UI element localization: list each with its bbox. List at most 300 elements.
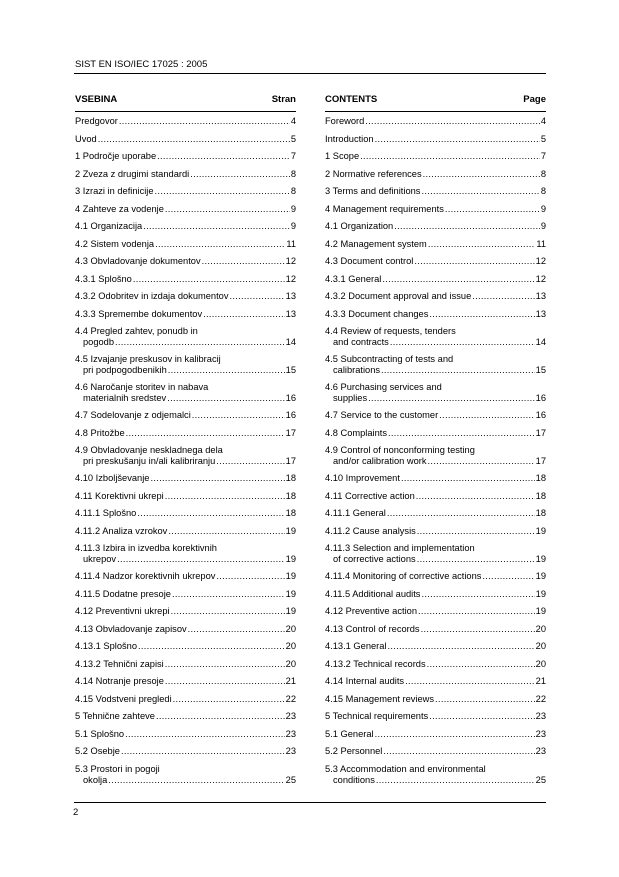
toc-entry-page: 21 — [285, 676, 296, 686]
toc-entry-text: 4.11.2 Analiza vzrokov — [75, 525, 168, 536]
toc-entry — [325, 659, 546, 670]
toc-entry-text: 4.3.1 Splošno — [75, 273, 132, 284]
toc-entry-page: 22 — [535, 693, 546, 704]
toc-entry-line — [325, 764, 546, 775]
toc-leader-dots — [202, 256, 285, 267]
toc-entry-line — [325, 606, 546, 617]
toc-entry-text: 5.1 General — [325, 728, 374, 739]
toc-entry-page: 8 — [540, 168, 546, 179]
toc-entry — [325, 676, 546, 687]
toc-entry-page: 13 — [285, 308, 296, 319]
toc-entry-text: 4.11.5 Additional audits — [325, 588, 421, 599]
toc-leader-dots — [375, 729, 535, 740]
toc-entry-line — [75, 239, 296, 250]
toc-entry-page: 4 — [540, 116, 546, 126]
toc-entry-line — [325, 309, 546, 320]
toc-leader-dots — [165, 659, 285, 670]
toc-entry-page: 13 — [535, 291, 546, 301]
toc-entry — [325, 526, 546, 537]
toc-entry-text: 4.11.4 Nadzor korektivnih ukrepov — [75, 571, 216, 581]
toc-entry-page: 19 — [535, 525, 546, 536]
toc-leader-dots — [429, 711, 534, 722]
toc-entry-page: 15 — [285, 365, 296, 375]
toc-entry-page: 12 — [535, 273, 546, 284]
toc-entry-text: supplies — [333, 393, 368, 403]
toc-entry-line — [325, 204, 546, 215]
toc-entry-page: 8 — [540, 186, 546, 196]
toc-entry-page: 23 — [535, 728, 546, 739]
toc-entry-text: 4.11.3 Selection and implementation — [325, 543, 475, 553]
toc-entry-page: 22 — [285, 693, 296, 704]
toc-leader-dots — [126, 428, 285, 439]
toc-entry-page: 19 — [535, 554, 546, 564]
toc-entry-line — [75, 456, 296, 467]
toc-entry — [75, 445, 296, 467]
toc-entry-text: 5.3 Accommodation and environmental — [325, 763, 486, 774]
toc-entry — [75, 204, 296, 215]
toc-entry — [325, 729, 546, 740]
toc-entry-line — [325, 221, 546, 232]
toc-entry-text: 4.2 Management system — [325, 238, 427, 249]
toc-leader-dots — [421, 624, 535, 635]
toc-entry-line — [325, 326, 546, 337]
toc-entry — [75, 606, 296, 617]
toc-entry-line — [75, 554, 296, 565]
toc-entry — [75, 508, 296, 519]
toc-entry-text: 1 Scope — [325, 151, 360, 161]
toc-entry-page: 18 — [285, 490, 296, 501]
toc-entry-page: 20 — [285, 658, 296, 669]
toc-entry-page: 13 — [535, 308, 546, 319]
toc-column-english — [325, 94, 546, 792]
toc-entry-text: 4.7 Service to the customer — [325, 410, 439, 420]
toc-entry-text: 4.5 Izvajanje preskusov in kalibracij — [75, 354, 221, 364]
toc-entry-line — [325, 274, 546, 285]
toc-leader-dots — [121, 746, 285, 757]
toc-leader-dots — [416, 491, 535, 502]
toc-entry-text: 5.2 Personnel — [325, 746, 383, 756]
toc-entry-text: 4.8 Complaints — [325, 427, 388, 438]
toc-entry — [75, 354, 296, 376]
toc-leader-dots — [157, 151, 290, 162]
toc-leader-dots — [173, 694, 285, 705]
toc-entry-line — [325, 526, 546, 537]
toc-entry-text: pogodb — [83, 337, 115, 347]
toc-entry-line — [325, 473, 546, 484]
toc-leader-dots — [192, 410, 285, 421]
toc-leader-dots — [376, 775, 535, 786]
toc-entry-line — [75, 354, 296, 365]
toc-entry — [75, 746, 296, 757]
toc-entry-text: and contracts — [333, 337, 389, 347]
toc-leader-dots — [230, 291, 285, 302]
toc-entry — [325, 473, 546, 484]
toc-entry-text: 2 Zveza z drugimi standardi — [75, 168, 190, 179]
toc-entry-line — [325, 641, 546, 652]
toc-entry-text: 4.3.2 Document approval and issue — [325, 291, 472, 301]
toc-entry — [325, 428, 546, 439]
toc-entry — [325, 711, 546, 722]
toc-entry-line — [325, 543, 546, 554]
toc-entry-text: 4.3.3 Document changes — [325, 308, 429, 319]
toc-leader-dots — [171, 606, 285, 617]
toc-entry-text: conditions — [333, 774, 375, 785]
toc-leader-dots — [203, 309, 285, 320]
toc-leader-dots — [216, 571, 284, 582]
toc-leader-dots — [188, 624, 285, 635]
toc-entry-text: 4.3.1 General — [325, 273, 382, 284]
toc-leader-dots — [421, 589, 534, 600]
toc-leader-dots — [125, 729, 285, 740]
toc-entry-text: 4.2 Sistem vodenja — [75, 238, 155, 249]
toc-entry-line — [75, 659, 296, 670]
toc-entry — [75, 326, 296, 348]
toc-entry-page: 20 — [285, 623, 296, 634]
toc-entry-page: 8 — [290, 186, 296, 196]
toc-entry-text: pri podpogodbenikih — [83, 365, 167, 375]
toc-entry-page: 12 — [285, 273, 296, 284]
toc-entry-text: 4.13.1 Splošno — [75, 641, 138, 651]
toc-entry — [75, 659, 296, 670]
toc-entry-page: 12 — [535, 256, 546, 266]
toc-entry — [75, 624, 296, 635]
toc-entry-text: 4.14 Internal audits — [325, 676, 405, 686]
toc-entry-text: 4.9 Control of nonconforming testing — [325, 445, 475, 455]
toc-entry-text: 4.8 Pritožbe — [75, 427, 125, 438]
toc-entry-page: 18 — [535, 490, 546, 501]
toc-entry-text: 1 Področje uporabe — [75, 151, 157, 161]
toc-leader-dots — [405, 676, 535, 687]
toc-entry — [325, 291, 546, 302]
toc-entry-text: 5 Technical requirements — [325, 711, 429, 721]
toc-entry-text: 4.5 Subcontracting of tests and — [325, 354, 454, 364]
toc-entry-text: 4.1 Organizacija — [75, 221, 143, 231]
toc-entry — [325, 491, 546, 502]
toc-entry-line — [325, 571, 546, 582]
toc-leader-dots — [117, 554, 285, 565]
toc-entry-page: 17 — [285, 427, 296, 438]
toc-leader-dots — [108, 775, 284, 786]
toc-entry-text: 4.13.1 General — [325, 641, 387, 651]
toc-heading-page-label: Stran — [271, 94, 296, 105]
toc-entry-text: 4.11.3 Izbira in izvedba korektivnih — [75, 543, 217, 553]
toc-entry — [325, 309, 546, 320]
toc-entry — [75, 676, 296, 687]
toc-entry-text: 4.11.2 Cause analysis — [325, 525, 416, 536]
toc-leader-dots — [382, 274, 534, 285]
toc-entry — [325, 116, 546, 127]
toc-entry — [75, 589, 296, 600]
toc-entry-line — [325, 151, 546, 162]
toc-entry-line — [75, 274, 296, 285]
toc-entry-line — [75, 641, 296, 652]
toc-entry-line — [325, 410, 546, 421]
toc-entry — [325, 256, 546, 267]
toc-entry-line — [325, 746, 546, 757]
toc-leader-dots — [360, 151, 540, 162]
toc-column-heading — [75, 94, 296, 112]
toc-entry — [325, 221, 546, 232]
toc-entry-page: 19 — [535, 588, 546, 599]
toc-entry-text: 4.3.3 Spremembe dokumentov — [75, 308, 203, 319]
toc-entry-text: 4.11 Korektivni ukrepi — [75, 490, 164, 501]
toc-entry-text: 5.1 Splošno — [75, 728, 125, 739]
toc-entry — [325, 606, 546, 617]
toc-entry-line — [75, 571, 296, 582]
toc-entry-line — [75, 445, 296, 456]
toc-entry-text: 4.15 Vodstveni pregledi — [75, 693, 172, 704]
toc-entry-line — [325, 456, 546, 467]
toc-entry — [325, 134, 546, 145]
toc-entry-page: 9 — [290, 203, 296, 214]
toc-entry-line — [325, 186, 546, 197]
toc-entry-line — [75, 676, 296, 687]
toc-entry-line — [75, 410, 296, 421]
toc-entry-line — [325, 382, 546, 393]
header-rule — [74, 73, 546, 74]
toc-heading-page-label: Page — [523, 94, 546, 105]
toc-entry-line — [325, 337, 546, 348]
toc-entry — [75, 543, 296, 565]
toc-leader-dots — [138, 641, 285, 652]
toc-entry-text: 4.4 Review of requests, tenders — [325, 326, 456, 336]
toc-entry-line — [325, 694, 546, 705]
toc-entry — [325, 508, 546, 519]
toc-entry-line — [75, 746, 296, 757]
toc-entry — [75, 274, 296, 285]
toc-entry-line — [325, 291, 546, 302]
toc-entry-page: 16 — [285, 393, 296, 403]
toc-leader-dots — [143, 221, 290, 232]
toc-column-slovenian — [75, 94, 296, 792]
toc-entry — [325, 571, 546, 582]
toc-entry-line — [75, 309, 296, 320]
toc-entry-line — [75, 624, 296, 635]
toc-entry-page: 11 — [286, 238, 296, 249]
toc-entry-page: 19 — [285, 554, 296, 564]
toc-entry — [75, 239, 296, 250]
toc-entry — [325, 746, 546, 757]
toc-entry-text: and/or calibration work — [333, 456, 427, 466]
toc-leader-dots — [172, 589, 285, 600]
toc-entry — [325, 589, 546, 600]
toc-entry-text: 4.11.1 Splošno — [75, 508, 137, 518]
toc-entry-line — [325, 239, 546, 250]
toc-entry-text: Uvod — [75, 133, 97, 144]
toc-entry-text: 4.6 Purchasing services and — [325, 382, 442, 392]
toc-entry-line — [325, 428, 546, 439]
toc-entry-page: 14 — [285, 337, 296, 347]
toc-entry-list — [75, 116, 296, 786]
toc-entry-page: 12 — [285, 256, 296, 266]
toc-entry-line — [325, 445, 546, 456]
toc-entry-text: Foreword — [325, 116, 365, 126]
toc-leader-dots — [168, 526, 284, 537]
toc-entry-page: 23 — [535, 711, 546, 721]
toc-entry-line — [325, 554, 546, 565]
toc-entry-text: 4.4 Pregled zahtev, ponudb in — [75, 326, 198, 336]
toc-leader-dots — [423, 169, 540, 180]
toc-entry-text: 4.3.2 Odobritev in izdaja dokumentov — [75, 291, 229, 301]
toc-entry — [325, 445, 546, 467]
toc-entry-text: 4.13.2 Technical records — [325, 658, 426, 669]
toc-entry-page: 8 — [290, 168, 296, 179]
toc-entry-page: 19 — [535, 606, 546, 616]
toc-entry-page: 7 — [290, 151, 296, 161]
toc-entry-text: 4.3 Document control — [325, 256, 414, 266]
toc-entry-line — [325, 116, 546, 127]
toc-entry-page: 18 — [535, 473, 546, 483]
page-number: 2 — [73, 807, 79, 818]
toc-entry-text: calibrations — [333, 365, 381, 375]
toc-entry-line — [325, 729, 546, 740]
toc-entry — [75, 428, 296, 439]
toc-heading-title: CONTENTS — [325, 94, 378, 105]
toc-entry-list — [325, 116, 546, 786]
toc-entry — [75, 309, 296, 320]
toc-entry-line — [325, 711, 546, 722]
toc-entry — [75, 221, 296, 232]
toc-entry-line — [75, 221, 296, 232]
toc-entry-page: 5 — [540, 133, 546, 144]
toc-entry-text: 4.11.5 Dodatne presoje — [75, 588, 171, 599]
toc-entry-page: 9 — [290, 221, 296, 231]
toc-leader-dots — [155, 186, 290, 197]
toc-entry-text: ukrepov — [83, 554, 117, 564]
toc-entry-line — [75, 606, 296, 617]
toc-entry-text: 4.10 Izboljševanje — [75, 473, 150, 483]
toc-entry-page: 7 — [540, 151, 546, 161]
toc-entry — [75, 134, 296, 145]
toc-entry-page: 16 — [285, 410, 296, 420]
toc-entry-line — [75, 428, 296, 439]
toc-entry-line — [75, 543, 296, 554]
toc-entry-page: 23 — [285, 746, 296, 756]
toc-entry-line — [75, 711, 296, 722]
toc-entry-page: 5 — [290, 133, 296, 144]
toc-entry — [75, 186, 296, 197]
toc-leader-dots — [375, 134, 540, 145]
toc-entry-page: 19 — [535, 571, 546, 581]
toc-entry — [75, 491, 296, 502]
toc-entry-text: 4.11 Corrective action — [325, 490, 415, 501]
toc-entry-text: 4.13.2 Tehnični zapisi — [75, 658, 164, 669]
toc-entry-line — [325, 508, 546, 519]
toc-leader-dots — [482, 571, 534, 582]
toc-entry-line — [325, 354, 546, 365]
toc-entry-line — [75, 186, 296, 197]
toc-entry-text: 5.3 Prostori in pogoji — [75, 763, 160, 774]
toc-entry — [75, 151, 296, 162]
toc-entry-line — [75, 151, 296, 162]
toc-entry-line — [325, 775, 546, 786]
toc-leader-dots — [165, 491, 285, 502]
toc-entry-text: materialnih sredstev — [83, 393, 167, 403]
toc-entry-text: 4.12 Preventivni ukrepi — [75, 606, 170, 616]
toc-entry — [325, 764, 546, 786]
toc-entry-page: 23 — [285, 728, 296, 739]
toc-entry-text: 4.3 Obvladovanje dokumentov — [75, 256, 201, 266]
toc-entry-page: 25 — [535, 774, 546, 785]
toc-entry-line — [75, 169, 296, 180]
toc-entry-text: 4.1 Organization — [325, 221, 394, 231]
toc-leader-dots — [119, 116, 290, 127]
toc-leader-dots — [417, 554, 535, 565]
toc-leader-dots — [98, 134, 290, 145]
toc-entry-page: 9 — [540, 221, 546, 231]
toc-entry-page: 25 — [285, 774, 296, 785]
toc-entry-line — [325, 676, 546, 687]
toc-entry — [325, 410, 546, 421]
toc-leader-dots — [216, 456, 284, 467]
toc-leader-dots — [428, 456, 535, 467]
toc-entry-page: 18 — [285, 508, 296, 518]
toc-entry-page: 14 — [535, 337, 546, 347]
toc-entry — [75, 410, 296, 421]
toc-leader-dots — [365, 116, 540, 127]
toc-entry-text: 4 Management requirements — [325, 203, 444, 214]
toc-leader-dots — [165, 676, 285, 687]
toc-entry-page: 17 — [535, 427, 546, 438]
toc-entry — [75, 641, 296, 652]
toc-entry-line — [75, 764, 296, 775]
toc-entry-text: 4 Zahteve za vodenje — [75, 203, 164, 214]
toc-leader-dots — [390, 337, 535, 348]
toc-leader-dots — [155, 239, 285, 250]
toc-leader-dots — [429, 309, 534, 320]
toc-entry-page: 19 — [285, 606, 296, 616]
toc-entry-line — [325, 659, 546, 670]
toc-entry — [75, 571, 296, 582]
toc-entry-text: 4.11.1 General — [325, 508, 386, 518]
toc-leader-dots — [167, 393, 284, 404]
toc-entry — [325, 694, 546, 705]
toc-entry-text: 4.13 Obvladovanje zapisov — [75, 623, 187, 634]
toc-entry-page: 17 — [285, 456, 296, 466]
toc-entry — [75, 473, 296, 484]
toc-entry — [325, 274, 546, 285]
toc-heading-title: VSEBINA — [75, 94, 118, 105]
toc-leader-dots — [137, 508, 284, 519]
toc-entry-line — [75, 694, 296, 705]
toc-entry-text: 4.14 Notranje presoje — [75, 676, 164, 686]
toc-entry-text: 4.10 Improvement — [325, 473, 400, 483]
toc-entry-line — [75, 382, 296, 393]
toc-entry — [325, 624, 546, 635]
toc-entry — [325, 326, 546, 348]
toc-entry-text: 4.12 Preventive action — [325, 606, 417, 616]
toc-leader-dots — [435, 694, 535, 705]
toc-entry-page: 9 — [540, 203, 546, 214]
toc-entry-line — [75, 256, 296, 267]
toc-leader-dots — [472, 291, 534, 302]
toc-entry-line — [75, 337, 296, 348]
toc-entry-text: 5.2 Osebje — [75, 746, 120, 756]
toc-entry-page: 15 — [535, 365, 546, 375]
toc-entry-page: 19 — [285, 588, 296, 599]
toc-entry-line — [325, 589, 546, 600]
toc-entry-text: 2 Normative references — [325, 168, 422, 179]
toc-leader-dots — [388, 641, 535, 652]
toc-entry-page: 20 — [535, 623, 546, 634]
toc-leader-dots — [133, 274, 285, 285]
toc-entry-text: 3 Izrazi in definicije — [75, 186, 154, 196]
toc-leader-dots — [428, 239, 536, 250]
toc-entry-line — [75, 526, 296, 537]
toc-entry-line — [325, 169, 546, 180]
toc-leader-dots — [190, 169, 290, 180]
toc-entry — [325, 151, 546, 162]
